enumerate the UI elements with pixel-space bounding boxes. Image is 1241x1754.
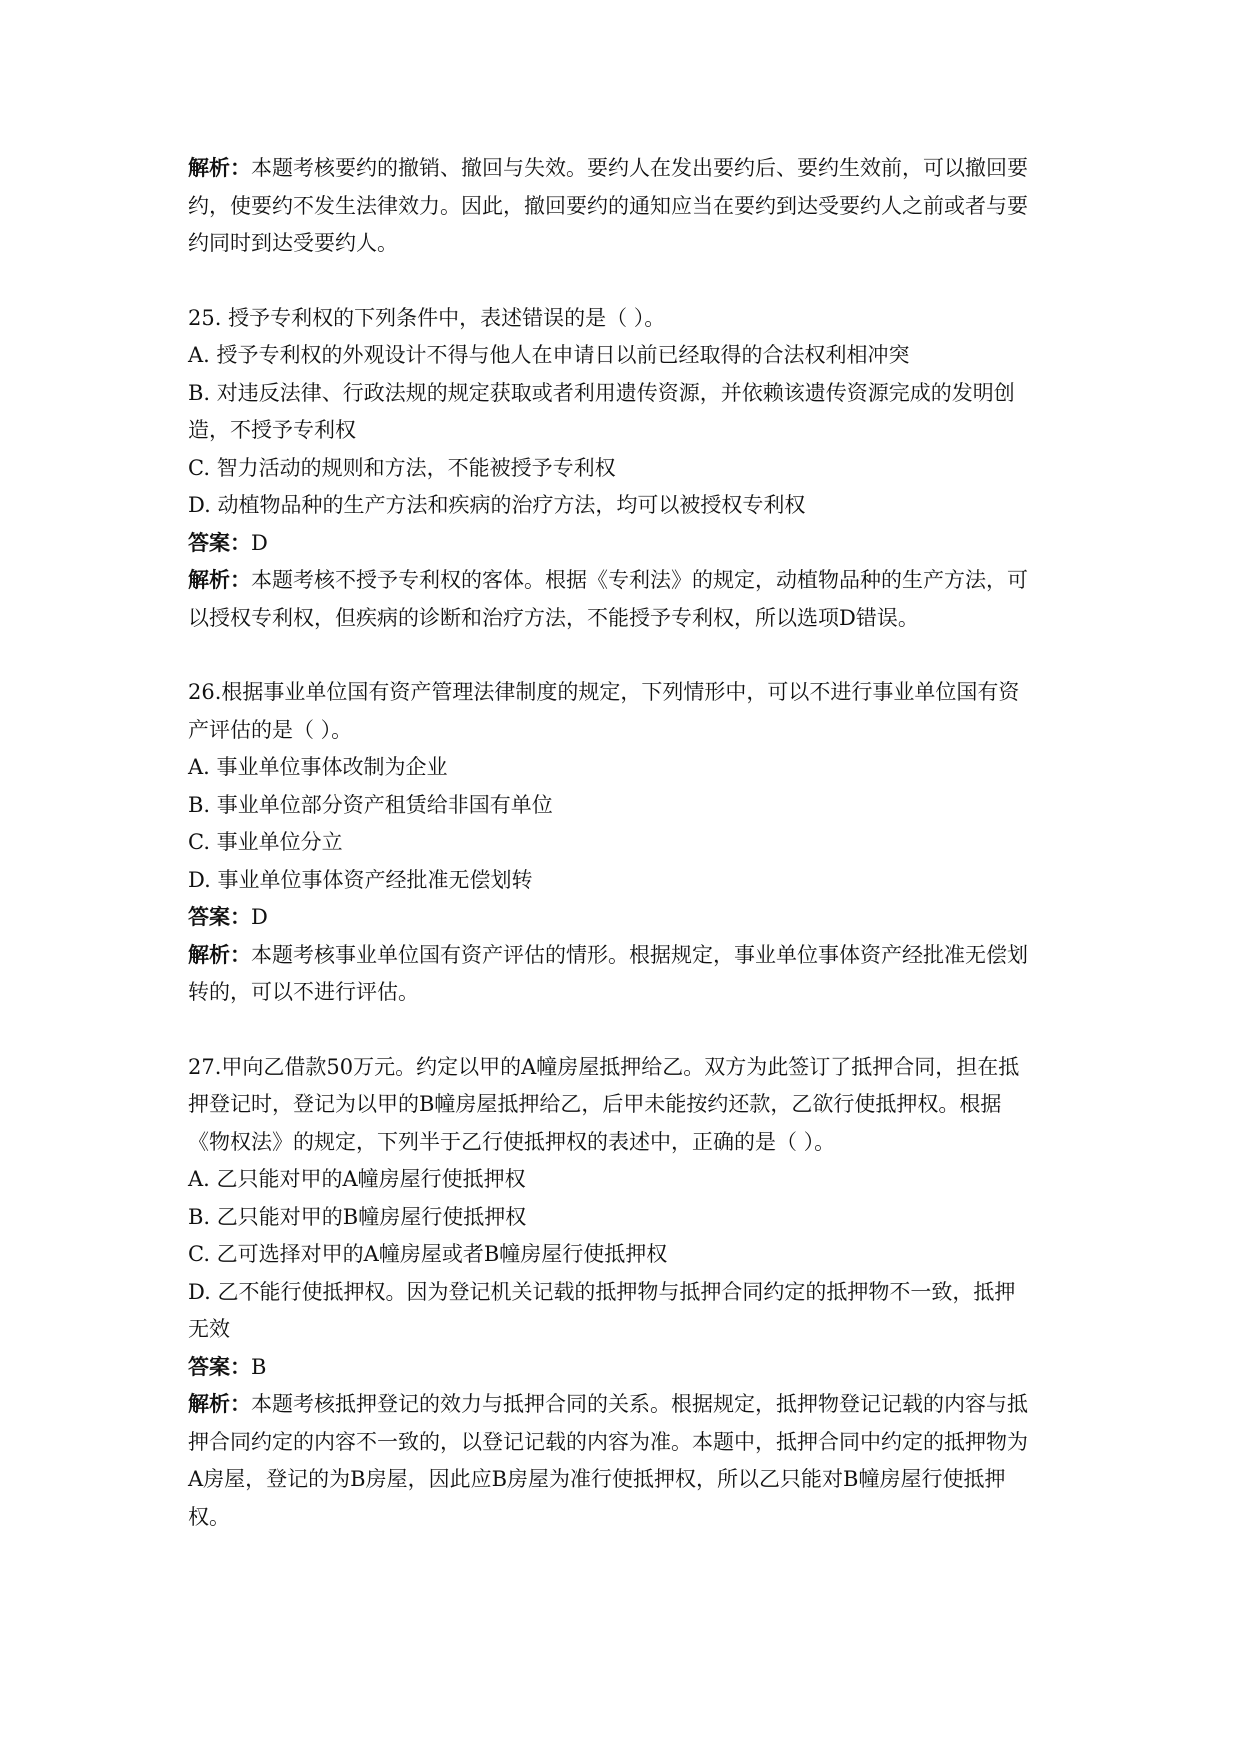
analysis-label: 解析：	[188, 1392, 251, 1416]
analysis-label: 解析：	[188, 568, 251, 592]
analysis-block-prev	[188, 150, 1058, 263]
option-b: B. 事业单位部分资产租赁给非国有单位	[188, 792, 553, 817]
answer-value: B	[251, 1354, 267, 1379]
question-text: 27.甲向乙借款50万元。约定以甲的A幢房屋抵押给乙。双方为此签订了抵押合同，担在抵	[188, 1054, 1020, 1079]
question-text-continued: 产评估的是（ ）。	[188, 717, 353, 742]
analysis-line: 权。	[188, 1504, 230, 1529]
document-page	[188, 150, 1058, 1536]
option-a: A. 授予专利权的外观设计不得与他人在申请日以前已经取得的合法权利相冲突	[188, 343, 910, 367]
option-b: B. 对违反法律、行政法规的规定获取或者利用遗传资源，并依赖该遗传资源完成的发明创	[188, 380, 1015, 405]
answer-line	[188, 899, 1058, 937]
answer-value: D	[251, 905, 268, 929]
option-a: A. 乙只能对甲的A幢房屋行使抵押权	[188, 1167, 526, 1191]
option-c: C. 智力活动的规则和方法，不能被授予专利权	[188, 455, 616, 480]
option-d: D. 乙不能行使抵押权。因为登记机关记载的抵押物与抵押合同约定的抵押物不一致，抵押	[188, 1279, 1016, 1304]
answer-line	[188, 525, 1058, 563]
question-text: 26.根据事业单位国有资产管理法律制度的规定，下列情形中，可以不进行事业单位国有资	[188, 680, 1020, 704]
option-d: D. 动植物品种的生产方法和疾病的治疗方法，均可以被授权专利权	[188, 493, 806, 517]
analysis-label: 解析：	[188, 942, 251, 967]
question-text-continued: 《物权法》的规定，下列半于乙行使抵押权的表述中，正确的是（ ）。	[188, 1129, 836, 1154]
answer-line	[188, 1349, 1058, 1387]
analysis-line: 约，使要约不发生法律效力。因此，撤回要约的通知应当在要约到达受要约人之前或者与要	[188, 193, 1028, 218]
answer-label: 答案：	[188, 905, 251, 929]
answer-label: 答案：	[188, 1354, 251, 1379]
analysis-line: 约同时到达受要约人。	[188, 231, 398, 255]
question-text-continued: 押登记时，登记为以甲的B幢房屋抵押给乙，后甲未能按约还款，乙欲行使抵押权。根据	[188, 1092, 1002, 1116]
analysis-line: A房屋，登记的为B房屋，因此应B房屋为准行使抵押权，所以乙只能对B幢房屋行使抵押	[188, 1467, 1006, 1491]
analysis-line	[188, 1386, 1058, 1424]
analysis-line	[188, 150, 1058, 188]
analysis-text: 本题考核不授予专利权的客体。根据《专利法》的规定，动植物品种的生产方法，可	[251, 568, 1028, 592]
option-b: B. 乙只能对甲的B幢房屋行使抵押权	[188, 1204, 527, 1229]
answer-label: 答案：	[188, 530, 251, 555]
analysis-text: 本题考核要约的撤销、撤回与失效。要约人在发出要约后、要约生效前，可以撤回要	[251, 156, 1028, 180]
option-b-continued: 造，不授予专利权	[188, 418, 356, 442]
analysis-line: 转的，可以不进行评估。	[188, 980, 419, 1004]
question-text: 25. 授予专利权的下列条件中，表述错误的是（ ）。	[188, 305, 666, 330]
option-c: C. 事业单位分立	[188, 830, 343, 854]
question-27	[188, 1049, 1058, 1537]
analysis-line	[188, 562, 1058, 600]
option-d-continued: 无效	[188, 1317, 230, 1341]
answer-value: D	[251, 530, 268, 555]
analysis-line: 押合同约定的内容不一致的，以登记记载的内容为准。本题中，抵押合同中约定的抵押物为	[188, 1429, 1028, 1454]
question-26	[188, 674, 1058, 1012]
option-c: C. 乙可选择对甲的A幢房屋或者B幢房屋行使抵押权	[188, 1242, 668, 1266]
analysis-line	[188, 937, 1058, 975]
option-a: A. 事业单位事体改制为企业	[188, 755, 448, 779]
question-25	[188, 300, 1058, 638]
analysis-text: 本题考核抵押登记的效力与抵押合同的关系。根据规定，抵押物登记记载的内容与抵	[251, 1392, 1028, 1416]
option-d: D. 事业单位事体资产经批准无偿划转	[188, 867, 533, 892]
analysis-label: 解析：	[188, 156, 251, 180]
analysis-text: 本题考核事业单位国有资产评估的情形。根据规定，事业单位事体资产经批准无偿划	[251, 942, 1028, 967]
analysis-line: 以授权专利权，但疾病的诊断和治疗方法，不能授予专利权，所以选项D错误。	[188, 605, 919, 630]
